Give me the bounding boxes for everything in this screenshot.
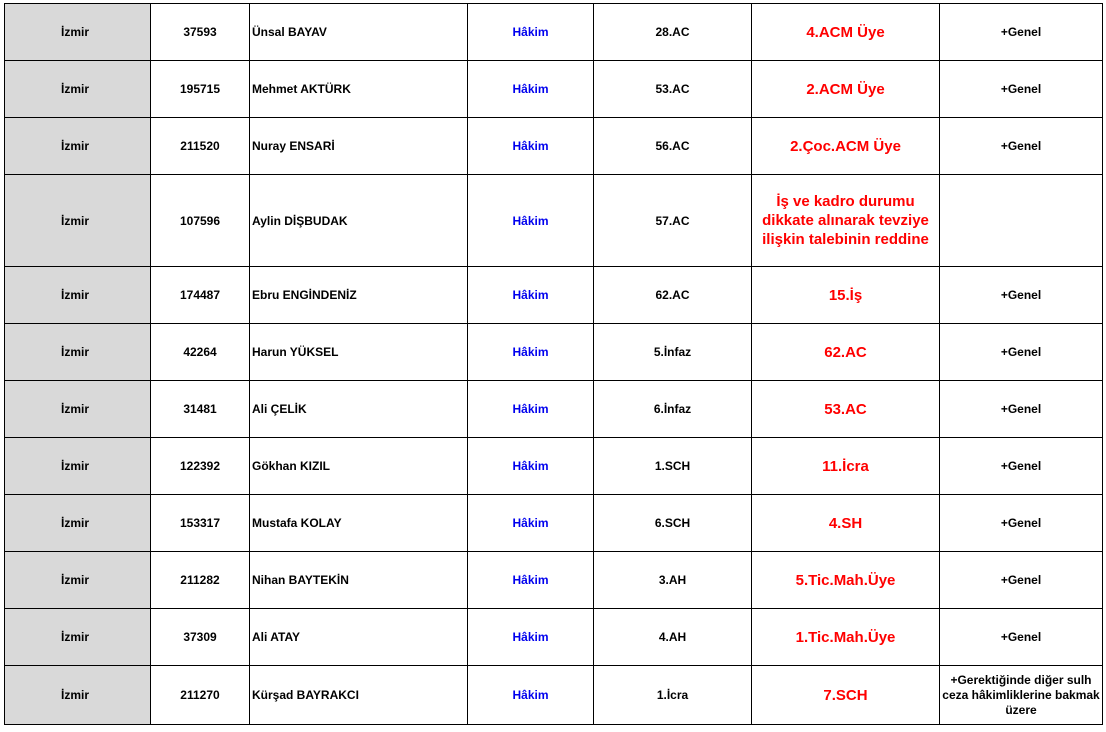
new-post-cell: 53.AC xyxy=(752,381,940,438)
judge-name-cell: Aylin DİŞBUDAK xyxy=(250,175,468,267)
judge-name-cell: Harun YÜKSEL xyxy=(250,324,468,381)
city-cell: İzmir xyxy=(5,175,151,267)
judge-name-cell: Nuray ENSARİ xyxy=(250,118,468,175)
city-cell: İzmir xyxy=(5,666,151,725)
registry-number-cell: 37593 xyxy=(151,4,250,61)
registry-number-cell: 42264 xyxy=(151,324,250,381)
note-cell: +Genel xyxy=(940,61,1103,118)
note-cell xyxy=(940,175,1103,267)
registry-number-cell: 122392 xyxy=(151,438,250,495)
new-post-cell: 11.İcra xyxy=(752,438,940,495)
table-row xyxy=(5,666,1103,725)
judge-name-cell: Kürşad BAYRAKCI xyxy=(250,666,468,725)
city-cell: İzmir xyxy=(5,438,151,495)
current-post-cell: 6.İnfaz xyxy=(594,381,752,438)
registry-number-cell: 211520 xyxy=(151,118,250,175)
judge-name-cell: Gökhan KIZIL xyxy=(250,438,468,495)
city-cell: İzmir xyxy=(5,118,151,175)
city-cell: İzmir xyxy=(5,324,151,381)
table-row xyxy=(5,495,1103,552)
registry-number-cell: 153317 xyxy=(151,495,250,552)
new-post-cell: 62.AC xyxy=(752,324,940,381)
city-cell: İzmir xyxy=(5,381,151,438)
note-cell: +Genel xyxy=(940,552,1103,609)
title-cell: Hâkim xyxy=(468,324,594,381)
registry-number-cell: 174487 xyxy=(151,267,250,324)
note-cell: +Genel xyxy=(940,438,1103,495)
city-cell: İzmir xyxy=(5,552,151,609)
registry-number-cell: 31481 xyxy=(151,381,250,438)
table-row xyxy=(5,267,1103,324)
note-cell: +Gerektiğinde diğer sulh ceza hâkimliklerine bakmak üzere xyxy=(940,666,1103,725)
city-cell: İzmir xyxy=(5,495,151,552)
title-cell: Hâkim xyxy=(468,609,594,666)
judge-name-cell: Ali ÇELİK xyxy=(250,381,468,438)
city-cell: İzmir xyxy=(5,267,151,324)
table-row xyxy=(5,552,1103,609)
table-row xyxy=(5,438,1103,495)
title-cell: Hâkim xyxy=(468,61,594,118)
note-cell: +Genel xyxy=(940,324,1103,381)
title-cell: Hâkim xyxy=(468,552,594,609)
registry-number-cell: 211282 xyxy=(151,552,250,609)
table-row xyxy=(5,61,1103,118)
new-post-cell: 4.ACM Üye xyxy=(752,4,940,61)
title-cell: Hâkim xyxy=(468,118,594,175)
new-post-cell: 4.SH xyxy=(752,495,940,552)
new-post-cell: 2.Çoc.ACM Üye xyxy=(752,118,940,175)
note-cell: +Genel xyxy=(940,267,1103,324)
current-post-cell: 1.İcra xyxy=(594,666,752,725)
current-post-cell: 5.İnfaz xyxy=(594,324,752,381)
judge-name-cell: Ebru ENGİNDENİZ xyxy=(250,267,468,324)
registry-number-cell: 195715 xyxy=(151,61,250,118)
title-cell: Hâkim xyxy=(468,175,594,267)
table-row xyxy=(5,118,1103,175)
note-cell: +Genel xyxy=(940,381,1103,438)
current-post-cell: 57.AC xyxy=(594,175,752,267)
registry-number-cell: 37309 xyxy=(151,609,250,666)
table-row xyxy=(5,609,1103,666)
judge-name-cell: Ali ATAY xyxy=(250,609,468,666)
new-post-cell: 15.İş xyxy=(752,267,940,324)
note-cell: +Genel xyxy=(940,495,1103,552)
table-row xyxy=(5,4,1103,61)
judge-name-cell: Mehmet AKTÜRK xyxy=(250,61,468,118)
table-row xyxy=(5,175,1103,267)
title-cell: Hâkim xyxy=(468,381,594,438)
current-post-cell: 3.AH xyxy=(594,552,752,609)
title-cell: Hâkim xyxy=(468,267,594,324)
current-post-cell: 62.AC xyxy=(594,267,752,324)
current-post-cell: 56.AC xyxy=(594,118,752,175)
title-cell: Hâkim xyxy=(468,4,594,61)
new-post-cell: 1.Tic.Mah.Üye xyxy=(752,609,940,666)
title-cell: Hâkim xyxy=(468,666,594,725)
new-post-cell: İş ve kadro durumu dikkate alınarak tevziye ilişkin talebinin reddine xyxy=(752,175,940,267)
note-cell: +Genel xyxy=(940,118,1103,175)
judge-name-cell: Ünsal BAYAV xyxy=(250,4,468,61)
city-cell: İzmir xyxy=(5,4,151,61)
title-cell: Hâkim xyxy=(468,438,594,495)
new-post-cell: 2.ACM Üye xyxy=(752,61,940,118)
judge-name-cell: Mustafa KOLAY xyxy=(250,495,468,552)
table-row xyxy=(5,381,1103,438)
table-row xyxy=(5,324,1103,381)
table-body xyxy=(5,4,1103,725)
judge-name-cell: Nihan BAYTEKİN xyxy=(250,552,468,609)
note-cell: +Genel xyxy=(940,4,1103,61)
new-post-cell: 5.Tic.Mah.Üye xyxy=(752,552,940,609)
city-cell: İzmir xyxy=(5,609,151,666)
current-post-cell: 6.SCH xyxy=(594,495,752,552)
note-cell: +Genel xyxy=(940,609,1103,666)
registry-number-cell: 107596 xyxy=(151,175,250,267)
current-post-cell: 28.AC xyxy=(594,4,752,61)
registry-number-cell: 211270 xyxy=(151,666,250,725)
appointments-table xyxy=(4,3,1103,725)
new-post-cell: 7.SCH xyxy=(752,666,940,725)
city-cell: İzmir xyxy=(5,61,151,118)
title-cell: Hâkim xyxy=(468,495,594,552)
current-post-cell: 53.AC xyxy=(594,61,752,118)
current-post-cell: 1.SCH xyxy=(594,438,752,495)
current-post-cell: 4.AH xyxy=(594,609,752,666)
